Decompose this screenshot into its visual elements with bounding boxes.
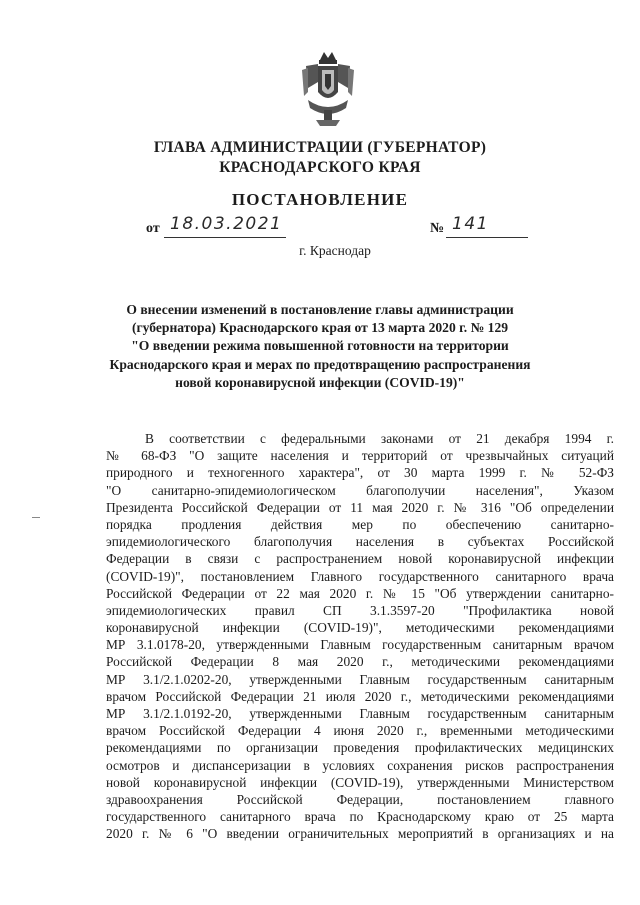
- body-line: Российской Федерации от 22 мая 2020 г. № 15 "Об утверждении санитарно-: [106, 585, 614, 601]
- body-line: врачом Российской Федерации 4 июня 2020 г., временными методическими: [106, 723, 614, 739]
- body-line: коронавирусной инфекции (COVID-19)", методическими рекомендациями: [106, 620, 614, 636]
- body-line: здравоохранения Российской Федерации, постановлением главного: [106, 791, 614, 807]
- document-title: [100, 301, 540, 392]
- title-line: Краснодарского края и мерах по предотвращению распространения: [109, 356, 531, 372]
- krasnodar-coat-of-arms-icon: [300, 48, 356, 128]
- date-underline: [164, 237, 286, 238]
- body-line: осмотров и диспансеризации в условиях сохранения рисков распространения: [106, 757, 614, 773]
- body-line: МР 3.1/2.1.0192-20, утвержденными Главным государственным санитарным: [106, 706, 614, 721]
- body-line: МР 3.1.0178-20, утвержденными Главным государственным санитарным врачом: [106, 637, 614, 653]
- body-line: природного и техногенного характера", от 30 марта 1999 г. № 52-ФЗ: [106, 465, 614, 481]
- document-type: ПОСТАНОВЛЕНИЕ: [231, 190, 409, 209]
- margin-mark: [32, 517, 40, 518]
- body-line: эпидемиологических правил СП 3.1.3597-20 "Профилактика новой: [106, 602, 614, 618]
- body-line: В соответствии с федеральными законами от 21 декабря 1994 г.: [145, 431, 614, 446]
- title-line: новой коронавирусной инфекции (COVID-19)": [175, 374, 465, 390]
- handwritten-number: 141: [452, 214, 489, 234]
- date-prefix: от: [146, 221, 160, 236]
- title-line: О внесении изменений в постановление главы администрации: [126, 302, 514, 317]
- body-line: (COVID-19)", постановлением Главного государственного санитарного врача: [106, 568, 614, 584]
- body-line: врачом Российской Федерации 21 июля 2020 г., методическими рекомендациями: [106, 688, 614, 704]
- number-underline: [446, 237, 528, 238]
- number-prefix: №: [430, 221, 445, 236]
- date-number-row: [146, 214, 546, 239]
- body-line: государственного санитарного врача по Краснодарскому краю от 25 марта: [106, 809, 614, 825]
- handwritten-date: 18.03.2021: [170, 214, 283, 234]
- body-line: Российской Федерации 8 мая 2020 г., методическими рекомендациями: [106, 654, 614, 670]
- body-line: "О санитарно-эпидемиологическом благополучии населения", Указом: [106, 482, 614, 498]
- title-line: "О введении режима повышенной готовности на территории: [131, 338, 509, 354]
- body-line: Федерации в связи с распространением новой коронавирусной инфекции: [106, 551, 614, 567]
- body-line: МР 3.1/2.1.0202-20, утвержденными Главным государственным санитарным: [106, 671, 614, 687]
- city-line: г. Краснодар: [299, 243, 371, 258]
- body-line: порядка продления действия мер по обеспечению санитарно-: [106, 516, 614, 532]
- title-line: (губернатора) Краснодарского края от 13 марта 2020 г. № 129: [131, 320, 509, 336]
- authority-title-line1: ГЛАВА АДМИНИСТРАЦИИ (ГУБЕРНАТОР): [153, 139, 487, 156]
- body-line: новой коронавирусной инфекции (COVID-19), утвержденными Министерством: [106, 774, 614, 790]
- body-line: рекомендациями по организации проведения профилактических медицинских: [106, 740, 614, 756]
- body-line: № 68-ФЗ "О защите населения и территорий от чрезвычайных ситуаций: [106, 448, 614, 464]
- body-paragraph: [106, 430, 614, 843]
- body-line: Президента Российской Федерации от 11 мая 2020 г. № 316 "Об определении: [106, 499, 614, 515]
- body-line: эпидемиологического благополучия населения в субъектах Российской: [106, 534, 614, 550]
- body-line: 2020 г. № 6 "О введении ограничительных мероприятий в организациях и на: [106, 826, 614, 842]
- authority-title-line2: КРАСНОДАРСКОГО КРАЯ: [219, 159, 421, 176]
